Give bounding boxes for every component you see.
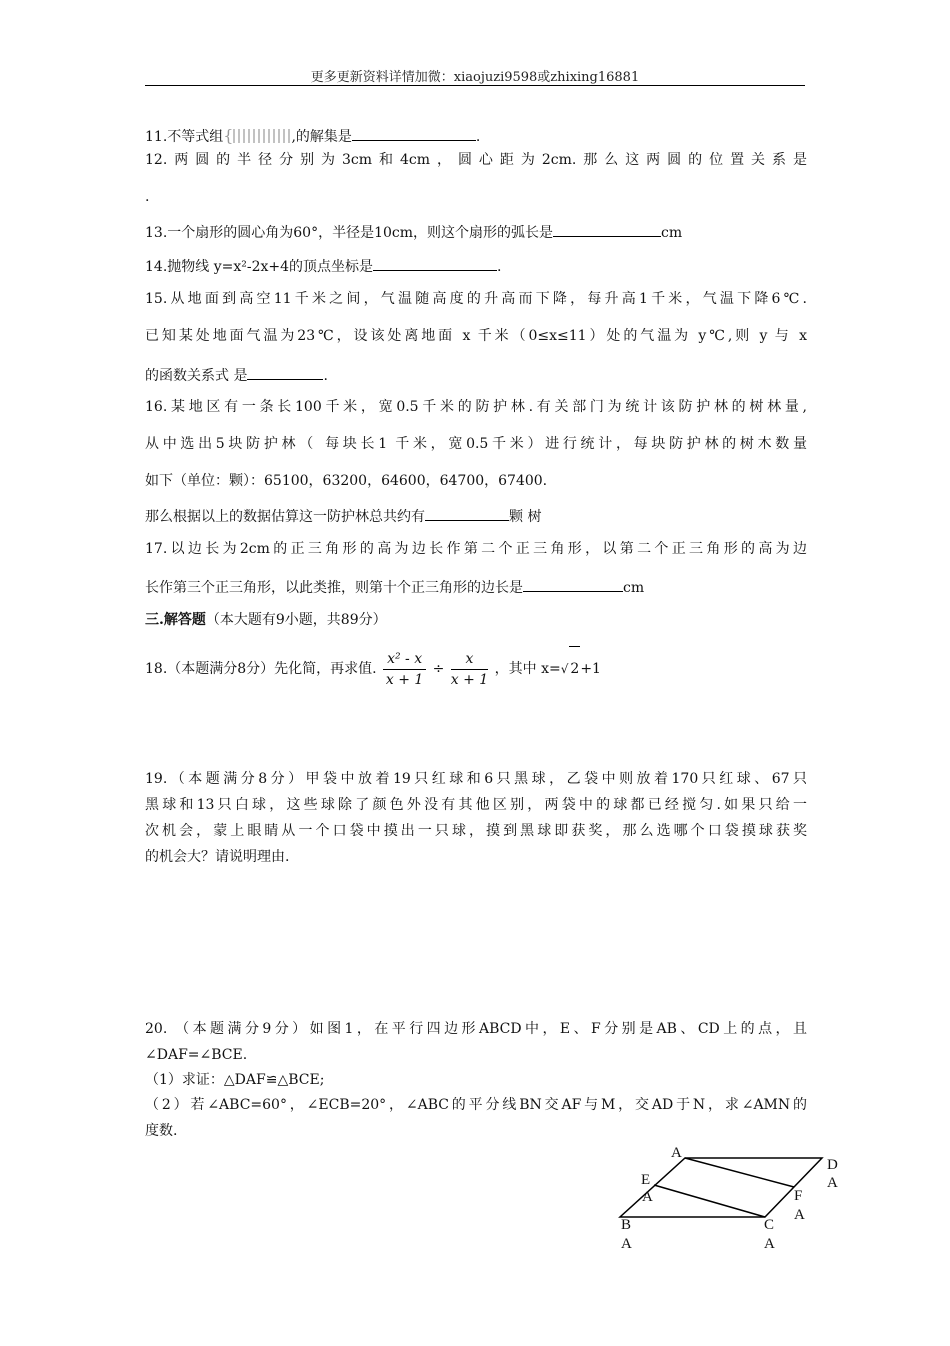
label-c: C	[764, 1217, 775, 1233]
question-19-line4: 的机会大？请说明理由.	[145, 849, 290, 865]
q17-line2-text: 长作第三个正三角形，以此类推，则第十个正三角形的边长是	[145, 580, 523, 596]
answer-blank-14[interactable]	[373, 256, 497, 271]
answer-blank-15[interactable]	[247, 365, 323, 380]
q18-text: 18.（本题满分8分）先化简，再求值.	[145, 661, 377, 677]
q11-end: .	[475, 129, 481, 145]
question-16-line3: 如下（单位：颗）：65100，63200，64600，64700，67400.	[145, 473, 548, 489]
label-f-sub: A	[794, 1207, 805, 1223]
fraction-2-numerator: x	[451, 651, 488, 670]
question-15-line2: 已知某处地面气温为23℃，设该处离地面 x 千米（0≤x≤11）处的气温为 y℃,则 y 与 x	[145, 328, 807, 344]
label-b: B	[621, 1217, 632, 1233]
q15-end: .	[323, 368, 328, 384]
page-header: 更多更新资料详情加微：xiaojuzi9598或zhixing16881	[310, 70, 640, 85]
section-3-note: （本大题有9小题，共89分）	[205, 612, 387, 628]
question-16-line1: 16.某地区有一条长100千米，宽0.5千米的防护林.有关部门为统计该防护林的树林量,	[145, 399, 807, 415]
parallelogram-figure	[610, 1140, 850, 1260]
inequality-system-image	[233, 129, 291, 143]
answer-blank-11[interactable]	[352, 126, 476, 141]
q12-end: .	[145, 189, 150, 205]
section-3-heading	[145, 611, 807, 629]
answer-blank-16[interactable]	[425, 506, 509, 521]
answer-blank-13[interactable]	[553, 222, 661, 237]
segment-af	[685, 1158, 794, 1187]
q11-text: 11.不等式组	[145, 129, 224, 145]
q14-end: .	[497, 259, 502, 275]
section-3-title: 三.解答题	[145, 612, 206, 628]
question-20-part2: （2）若∠ABC=60°，∠ECB=20°，∠ABC的平分线BN交AF与M，交AD于N，求∠AMN的	[145, 1097, 807, 1113]
question-17-line1: 17.以边长为2cm的正三角形的高为边长作第二个正三角形，以第二个正三角形的高为边	[145, 541, 807, 557]
q18-plus: +1	[580, 661, 601, 677]
question-13	[145, 222, 807, 242]
fraction-1	[383, 651, 426, 688]
question-11	[145, 126, 807, 146]
question-20-part2b: 度数.	[145, 1123, 178, 1139]
q17-unit: cm	[623, 580, 645, 596]
q16-unit: 颗 树	[509, 509, 542, 525]
q15-line3-text: 的函数关系式 是	[145, 368, 248, 384]
question-20-line1: 20. （本题满分9分）如图1，在平行四边形ABCD中，E、F分别是AB、CD上的点，且	[145, 1021, 807, 1037]
question-19-line1: 19.（本题满分8分）甲袋中放着19只红球和6只黑球，乙袋中则放着170只红球、67只	[145, 771, 807, 787]
fraction-1-denominator: x + 1	[385, 671, 424, 688]
sqrt-radicand: 2	[569, 646, 580, 691]
q14-text: 14.抛物线 y=x²-2x+4的顶点坐标是	[145, 259, 374, 275]
brace-icon: {	[223, 126, 234, 145]
label-c-sub: A	[764, 1236, 775, 1252]
question-17-line2	[145, 577, 807, 597]
label-d: D	[827, 1157, 838, 1173]
segment-ec	[654, 1185, 765, 1217]
q13-text: 13.一个扇形的圆心角为60°，半径是10cm，则这个扇形的弧长是	[145, 225, 554, 241]
q18-tail: ，其中 x=	[494, 661, 561, 677]
question-19-line2: 黑球和13只白球，这些球除了颜色外没有其他区别，两袋中的球都已经搅匀.如果只给一	[145, 797, 807, 813]
question-15-line1: 15.从地面到高空11千米之间，气温随高度的升高而下降，每升高1千米，气温下降6℃.	[145, 291, 807, 307]
division-sign: ÷	[432, 661, 445, 677]
question-15-line3	[145, 365, 807, 385]
question-20-part1: （1）求证：△DAF≌△BCE;	[145, 1072, 325, 1088]
answer-blank-17[interactable]	[523, 577, 623, 592]
question-16-line2: 从中选出5块防护林（ 每块长1 千米，宽0.5千米）进行统计，每块防护林的树木数量	[145, 436, 807, 452]
label-e-sub: A	[642, 1189, 653, 1205]
label-a-top: A	[671, 1145, 682, 1161]
header-rule	[145, 85, 805, 86]
q16-line4-text: 那么根据以上的数据估算这一防护林总共约有	[145, 509, 425, 525]
question-12: 12.两圆的半径分别为3cm和4cm，圆心距为2cm.那么这两圆的位置关系是	[145, 152, 807, 168]
question-19-line3: 次机会，蒙上眼睛从一个口袋中摸出一只球，摸到黑球即获奖，那么选哪个口袋摸球获奖	[145, 823, 807, 839]
sqrt-icon: √	[560, 662, 569, 676]
q11-tail: ,的解集是	[291, 129, 352, 145]
label-e: E	[641, 1172, 651, 1188]
fraction-2	[451, 651, 488, 688]
fraction-1-numerator: x² - x	[383, 651, 426, 670]
q13-unit: cm	[661, 225, 683, 241]
label-d-sub: A	[827, 1175, 838, 1191]
question-14	[145, 256, 807, 276]
label-b-sub: A	[621, 1236, 632, 1252]
question-16-line4	[145, 506, 807, 526]
question-20-line2: ∠DAF=∠BCE.	[145, 1047, 248, 1063]
fraction-2-denominator: x + 1	[450, 671, 489, 688]
question-18	[145, 646, 807, 690]
label-f: F	[794, 1188, 803, 1204]
